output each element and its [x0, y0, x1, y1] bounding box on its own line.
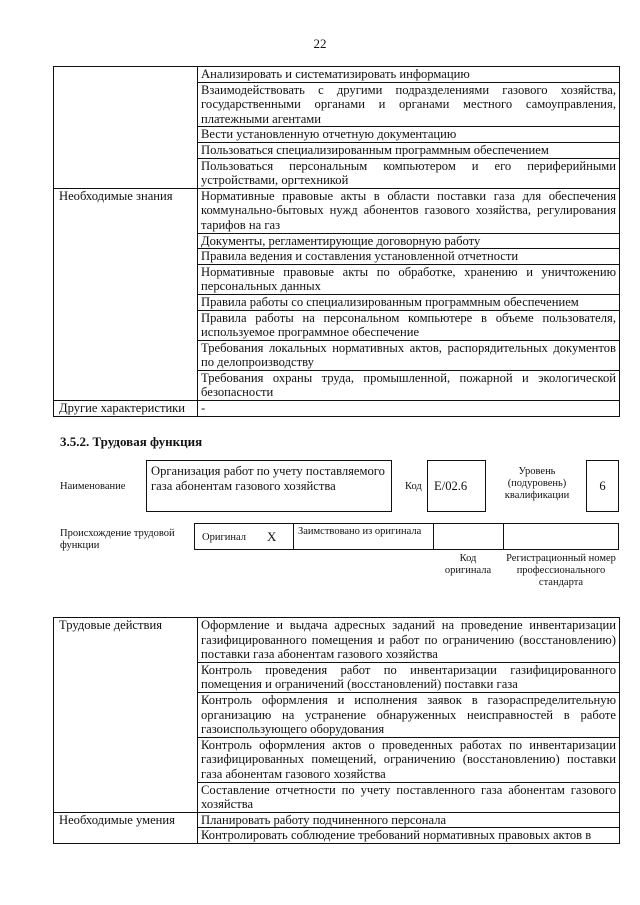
original-code-cell — [433, 523, 504, 550]
row-text: Правила работы на персональном компьютере в объеме пользователя, используемое программное обеспечение — [198, 310, 620, 340]
row-text: Документы, регламентирующие договорную работу — [198, 233, 620, 249]
row-label — [54, 67, 198, 189]
row-label: Необходимые умения — [54, 812, 198, 843]
row-text: Пользоваться персональным компьютером и его периферийными устройствами, оргтехникой — [198, 158, 620, 188]
qualification-level: 6 — [586, 460, 619, 512]
original-label: Оригинал — [202, 532, 246, 543]
original-mark: X — [267, 529, 277, 544]
row-text: Оформление и выдача адресных заданий на проведение инвентаризации газифицированного помещения и работ по ограничению (восстановлению) поставки газа абонентам газового хозяйства — [198, 618, 620, 663]
regnum-caption: Регистрационный номер профессионального стандарта — [506, 553, 616, 588]
row-label: Трудовые действия — [54, 618, 198, 813]
row-text: Требования охраны труда, промышленной, пожарной и экологической безопасности — [198, 370, 620, 400]
row-text: Контроль оформления и исполнения заявок в газораспределительную организацию на устранение обнаруженных неисправностей в работе газоиспользующего оборудования — [198, 692, 620, 737]
page-number: 22 — [313, 36, 327, 51]
table-row — [54, 618, 620, 663]
regnum-cell — [503, 523, 619, 550]
row-label: Необходимые знания — [54, 188, 198, 400]
section-heading: 3.5.2. Трудовая функция — [60, 434, 203, 449]
row-text: Пользоваться специализированным программным обеспечением — [198, 142, 620, 158]
table-row — [54, 67, 620, 83]
row-label: Другие характеристики — [54, 401, 198, 417]
row-text: Контролировать соблюдение требований нормативных правовых актов в — [198, 828, 620, 844]
row-text: - — [198, 401, 620, 417]
level-label: Уровень (подуровень) квалификации — [504, 466, 570, 501]
row-text: Планировать работу подчиненного персонала — [198, 812, 620, 828]
row-text: Правила ведения и составления установленной отчетности — [198, 249, 620, 265]
row-text: Нормативные правовые акты по обработке, хранению и уничтожению персональных данных — [198, 264, 620, 294]
table-row — [54, 812, 620, 828]
row-text: Составление отчетности по учету поставленного газа абонентам газового хозяйства — [198, 782, 620, 812]
row-text: Контроль оформления актов о проведенных работах по инвентаризации газифицированных помещений, ограничению (восстановлению) поставки газа абонентам газового хозяйства — [198, 737, 620, 782]
table-row — [54, 188, 620, 233]
row-text: Анализировать и систематизировать информацию — [198, 67, 620, 83]
row-text: Правила работы со специализированным программным обеспечением — [198, 294, 620, 310]
row-text: Взаимодействовать с другими подразделениями газового хозяйства, государственными органами и органами местного самоуправления, платежными агентами — [198, 82, 620, 127]
original-cell — [194, 523, 294, 550]
labor-actions-table — [53, 617, 620, 844]
row-text: Контроль проведения работ по инвентаризации газифицированного помещения и ограничений (восстановлений) поставки газа — [198, 662, 620, 692]
row-text: Нормативные правовые акты в области поставки газа для обеспечения коммунально-бытовых нужд абонентов газового хозяйства, регулирования тарифов на газ — [198, 188, 620, 233]
code-caption: Код оригинала — [444, 553, 492, 576]
requirements-table — [53, 66, 620, 417]
borrowed-cell: Заимствовано из оригинала — [293, 523, 434, 550]
origin-label: Происхождение трудовой функции — [60, 528, 175, 551]
function-code: E/02.6 — [427, 460, 486, 512]
code-label: Код — [405, 481, 422, 492]
name-label: Наименование — [60, 481, 126, 492]
row-text: Требования локальных нормативных актов, распорядительных документов по делопроизводству — [198, 340, 620, 370]
row-text: Вести установленную отчетную документацию — [198, 127, 620, 143]
function-name: Организация работ по учету поставляемого газа абонентам газового хозяйства — [146, 460, 392, 512]
table-row — [54, 401, 620, 417]
